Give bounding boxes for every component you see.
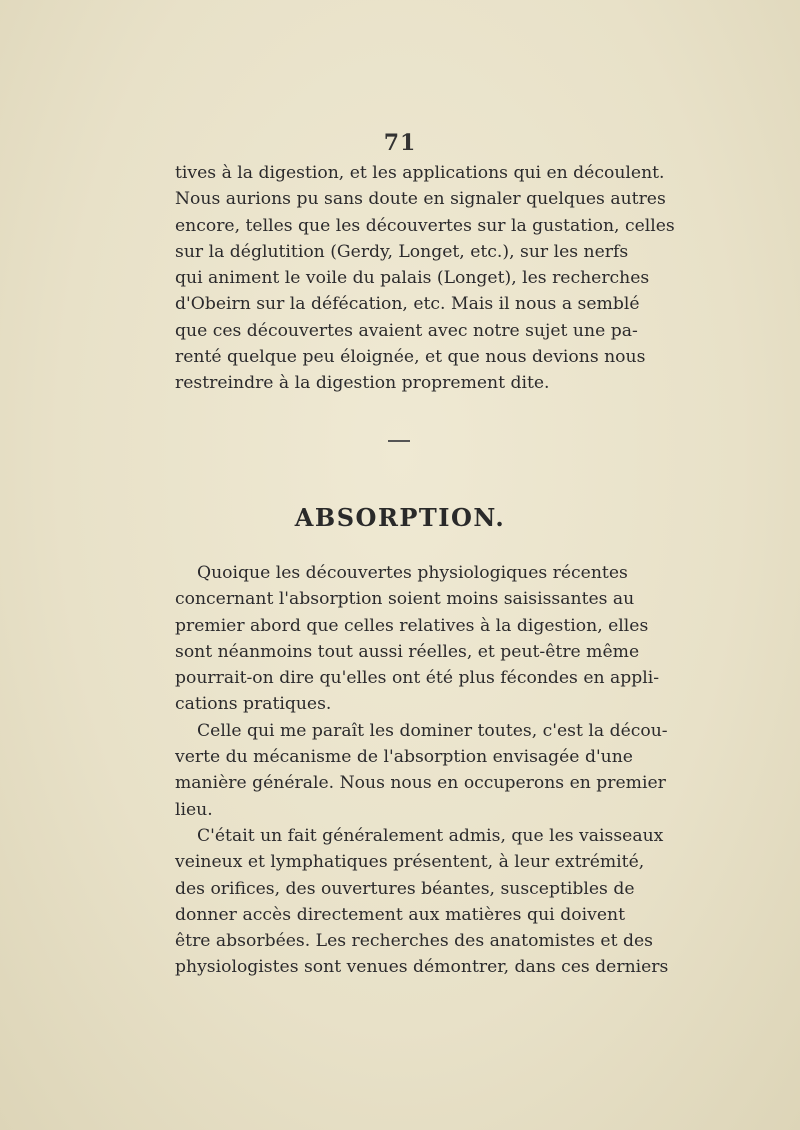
text-line: être absorbées. Les recherches des anatomistes et des xyxy=(175,931,653,952)
text-line: cations pratiques. xyxy=(175,694,332,715)
text-line: Quoique les découvertes physiologiques récentes xyxy=(197,563,628,583)
text-line: tives à la digestion, et les applications qui en découlent. xyxy=(175,163,665,183)
text-line: donner accès directement aux matières qui doivent xyxy=(175,904,625,925)
text-line: d'Obeirn sur la défécation, etc. Mais il nous a semblé xyxy=(175,294,640,315)
paragraph-absorption xyxy=(175,560,669,981)
text-line: qui animent le voile du palais (Longet), les recherches xyxy=(175,268,650,289)
text-line: que ces découvertes avaient avec notre sujet une pa- xyxy=(175,320,638,341)
text-line: verte du mécanisme de l'absorption envisagée d'une xyxy=(175,747,633,768)
section-separator xyxy=(388,440,410,442)
text-line: des orifices, des ouvertures béantes, susceptibles de xyxy=(175,878,635,899)
text-line: sur la déglutition (Gerdy, Longet, etc.), sur les nerfs xyxy=(175,241,629,262)
text-line: veineux et lymphatiques présentent, à leur extrémité, xyxy=(175,852,645,873)
text-line: premier abord que celles relatives à la digestion, elles xyxy=(175,615,649,636)
text-line: renté quelque peu éloignée, et que nous devions nous xyxy=(175,347,646,368)
text-line: Celle qui me paraît les dominer toutes, c'est la décou- xyxy=(197,720,668,741)
text-line: manière générale. Nous nous en occuperons en premier xyxy=(175,773,666,794)
text-line: C'était un fait généralement admis, que les vaisseaux xyxy=(197,825,664,846)
text-line: Nous aurions pu sans doute en signaler quelques autres xyxy=(175,189,666,210)
page-number: 71 xyxy=(383,130,417,156)
text-line: physiologistes sont venues démontrer, dans ces derniers xyxy=(175,957,669,978)
text-line: pourrait-on dire qu'elles ont été plus fécondes en appli- xyxy=(175,668,660,689)
paragraph-digestion-conclusion xyxy=(175,160,675,397)
text-line: sont néanmoins tout aussi réelles, et peut-être même xyxy=(175,641,640,662)
text-line: encore, telles que les découvertes sur la gustation, celles xyxy=(175,215,675,236)
section-heading: ABSORPTION. xyxy=(294,503,506,532)
text-line: restreindre à la digestion proprement dite. xyxy=(175,373,550,394)
text-line: concernant l'absorption soient moins saisissantes au xyxy=(175,589,635,610)
text-line: lieu. xyxy=(175,799,213,820)
